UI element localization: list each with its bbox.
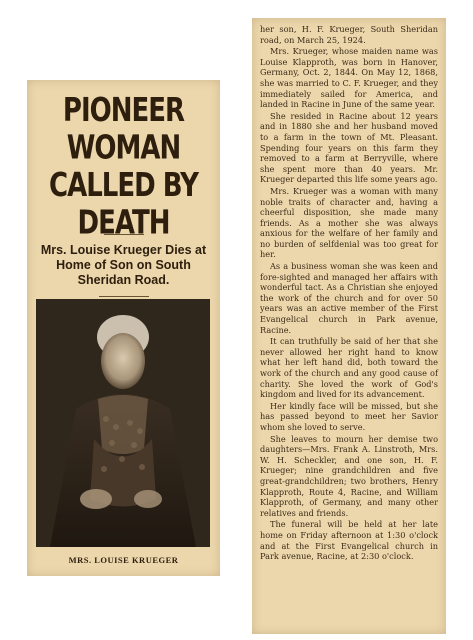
article-paragraph: Mrs. Krueger, whose maiden name was Louise Klapproth, was born in Hanover, Germany, Oct. 2, 1844. On May 12, 1868, she was married to C. F. Krueger, and they immediately sailed for America, and landed in Racine in June of the same year. <box>260 46 438 110</box>
obituary-clipping-left <box>27 80 220 576</box>
article-paragraph: Her kindly face will be missed, but she has passed beyond to meet her Savior whom she loved to serve. <box>260 400 438 432</box>
article-body <box>260 24 438 563</box>
article-paragraph: The funeral will be held at her late home on Friday afternoon at 1:30 o'clock and at the First Evangelical church in Park avenue, Racine, at 2:30 o'clock. <box>260 519 438 562</box>
subheadline: Mrs. Louise Krueger Dies at Home of Son on South Sheridan Road. <box>40 243 207 287</box>
article-paragraph: She leaves to mourn her demise two daughters—Mrs. Frank A. Linstroth, Mrs. W. H. Scheckler, and one son, H. F. Krueger; nine grandchildren and five great-grandchildren; two brothers, Henry Klapproth, Route 4, Racine, and William Klapproth, of Germany, and many other relatives and friends. <box>260 433 438 518</box>
article-paragraph: She resided in Racine about 12 years and in 1880 she and her husband moved to a farm in the town of Mt. Pleasant. Spending four years on this farm they removed to a farm at Berryville, where she spent more than 40 years. Mr. Krueger departed this life some years ago. <box>260 110 438 185</box>
portrait-photo <box>36 299 210 547</box>
photo-caption: MRS. LOUISE KRUEGER <box>68 555 179 565</box>
article-paragraph: her son, H. F. Krueger, South Sheridan road, on March 25, 1924. <box>260 24 438 45</box>
headline: PIONEER WOMAN CALLED BY DEATH <box>49 92 198 242</box>
article-paragraph: It can truthfully be said of her that she never allowed her right hand to know what her left hand did, both toward the work of the church and any good cause of charity. She loved the work of God's kingdom and lived for its advancement. <box>260 336 438 400</box>
article-paragraph: As a business woman she was keen and fore-sighted and managed her affairs with wonderful tact. As a Christian she enjoyed the work of the church and for over 50 years was an active member of the First Evangelical church in Park avenue, Racine. <box>260 261 438 335</box>
divider <box>99 296 149 297</box>
obituary-clipping-right <box>252 18 446 634</box>
article-paragraph: Mrs. Krueger was a woman with many noble traits of character and, having a cheerful disposition, she made many friends. As a mother she was always anxious for the welfare of her family and no burden of selfdenial was too great for her. <box>260 185 438 260</box>
